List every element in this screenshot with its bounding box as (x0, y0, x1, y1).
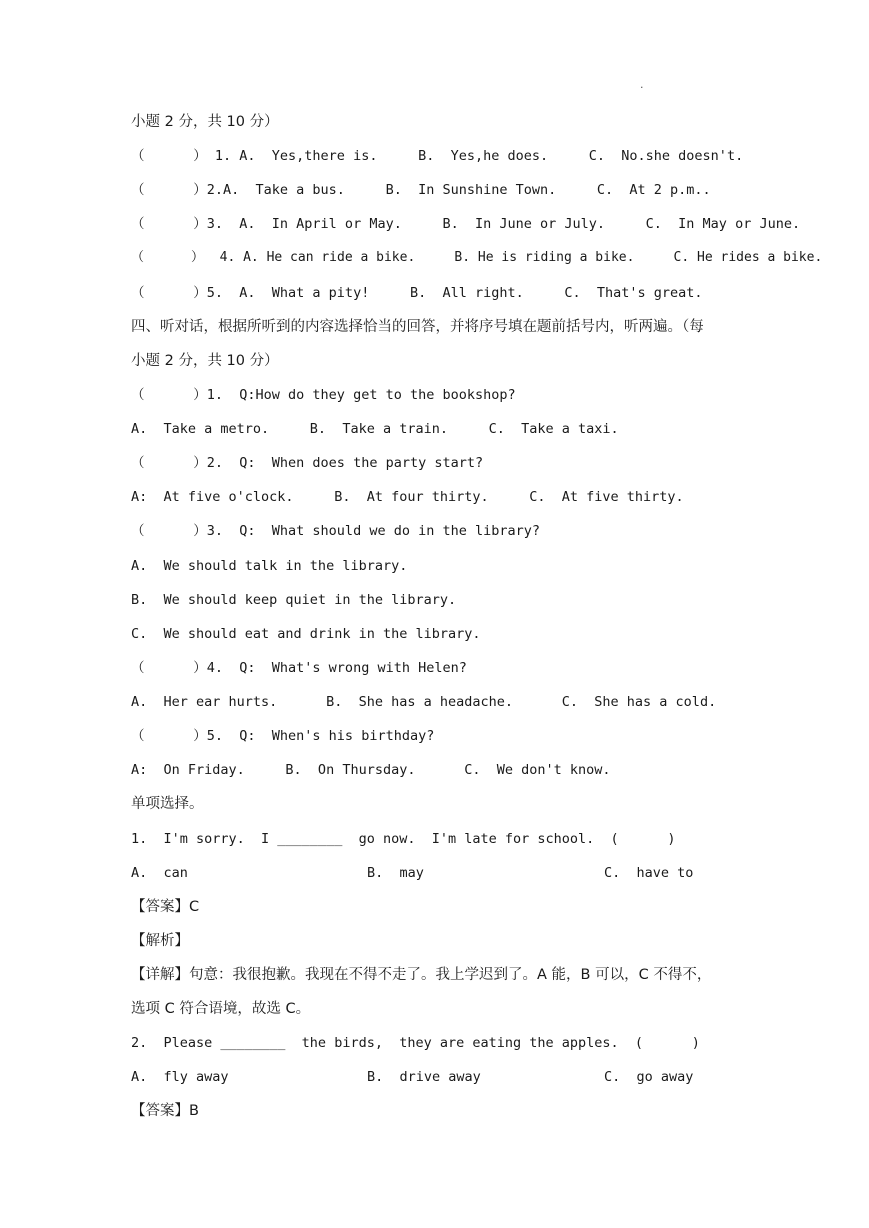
option-c: C. go away (604, 1069, 694, 1085)
option-c: C. have to (604, 865, 694, 881)
option-a: A. can (131, 865, 188, 881)
options-line: C. We should eat and drink in the library. (131, 626, 481, 642)
options-line: B. We should keep quiet in the library. (131, 592, 457, 608)
question-line: （ ）3. A. In April or May. B. In June or July. C. In May or June. (131, 216, 801, 232)
question-line: （ ） 1. A. Yes,there is. B. Yes,he does. C. No.she doesn't. (131, 148, 744, 164)
question-line: （ ）1. Q:How do they get to the bookshop? (131, 387, 516, 403)
question-line: （ ）2. Q: When does the party start? (131, 455, 484, 471)
question-line: （ ）3. Q: What should we do in the library? (131, 523, 541, 539)
options-line: A. Her ear hurts. B. She has a headache. C. She has a cold. (131, 694, 717, 710)
options-line: A: At five o'clock. B. At four thirty. C. At five thirty. (131, 489, 684, 505)
question-line: （ ）2.A. Take a bus. B. In Sunshine Town. C. At 2 p.m.. (131, 182, 711, 198)
answer-label: 【答案】B (131, 1103, 199, 1119)
answer-label: 【答案】C (131, 899, 200, 915)
analysis-label: 【解析】 (131, 933, 189, 949)
options-line: A. Take a metro. B. Take a train. C. Take a taxi. (131, 421, 619, 437)
header-mark: . (640, 78, 644, 91)
section-heading: 单项选择。 (131, 796, 204, 812)
options-line: A: On Friday. B. On Thursday. C. We don't know. (131, 762, 611, 778)
option-b: B. may (367, 865, 424, 881)
question-line: （ ） 4. A. He can ride a bike. B. He is riding a bike. C. He rides a bike. (131, 250, 823, 265)
question-line: （ ）4. Q: What's wrong with Helen? (131, 660, 467, 676)
explanation-text: 选项 C 符合语境，故选 C。 (131, 1001, 311, 1017)
options-line: A. We should talk in the library. (131, 558, 408, 574)
option-a: A. fly away (131, 1069, 229, 1085)
question-line: （ ）5. Q: When's his birthday? (131, 728, 435, 744)
question-line: （ ）5. A. What a pity! B. All right. C. That's great. (131, 285, 703, 301)
section-score-note: 小题 2 分，共 10 分） (131, 353, 279, 369)
explanation-text: 【详解】句意：我很抱歉。我现在不得不走了。我上学迟到了。A 能，B 可以，C 不得不， (131, 967, 712, 983)
question-line: 1. I'm sorry. I ________ go now. I'm late for school. ( ) (131, 831, 676, 847)
section-score-note: 小题 2 分，共 10 分） (131, 114, 279, 130)
section-heading: 四、听对话，根据所听到的内容选择恰当的回答，并将序号填在题前括号内，听两遍。（每 (131, 319, 704, 335)
option-b: B. drive away (367, 1069, 481, 1085)
question-line: 2. Please ________ the birds, they are eating the apples. ( ) (131, 1035, 700, 1051)
